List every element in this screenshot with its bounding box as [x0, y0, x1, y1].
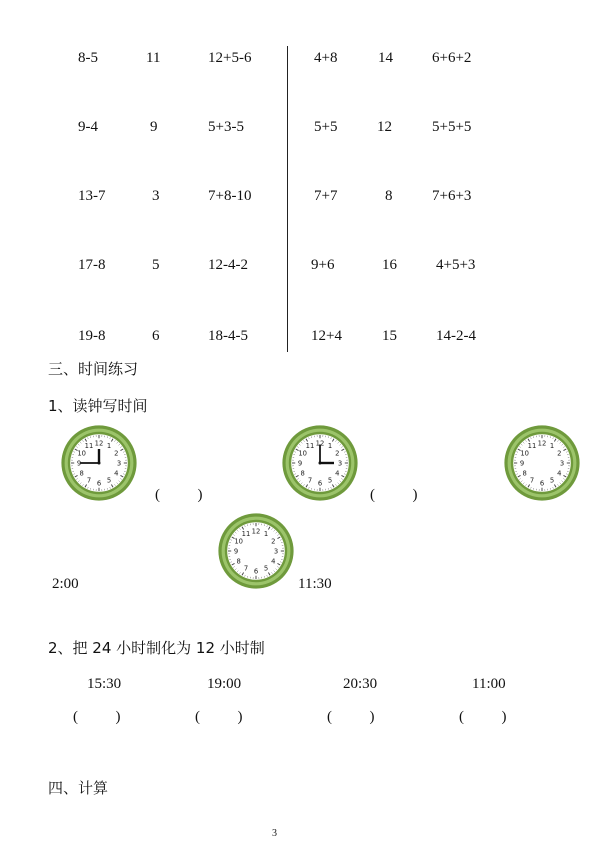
math-cell: 7+7	[314, 188, 338, 204]
section3-title: 三、时间练习	[48, 360, 139, 378]
clock-numeral: 10	[234, 537, 244, 546]
clock-numeral: 1	[263, 530, 269, 539]
clock-numeral: 10	[298, 449, 308, 458]
clock-svg	[278, 423, 362, 503]
clock-numeral: 7	[243, 564, 249, 573]
clock-numeral: 12	[537, 439, 547, 448]
clock-numeral: 9	[233, 547, 239, 556]
clock-numeral: 4	[271, 557, 276, 566]
math-cell: 12+4	[311, 328, 342, 344]
clock-numeral: 9	[297, 459, 303, 468]
clock-numeral: 2	[557, 449, 562, 458]
math-cell: 4+5+3	[436, 257, 476, 273]
math-cell: 12-4-2	[208, 257, 248, 273]
clock-numeral: 8	[236, 557, 241, 566]
clock-numeral: 2	[271, 537, 276, 546]
clock-numeral: 3	[116, 459, 122, 468]
clock-numeral: 12	[315, 439, 325, 448]
answer-blank[interactable]: ( )	[370, 487, 418, 503]
clock-numeral: 3	[273, 547, 279, 556]
table-divider	[287, 46, 288, 352]
math-cell: 3	[152, 188, 160, 204]
clock-numeral: 5	[263, 564, 269, 573]
clock-numeral: 11	[84, 442, 94, 451]
time-24h: 19:00	[207, 676, 242, 692]
math-cell: 14	[378, 50, 393, 66]
math-cell: 7+6+3	[432, 188, 472, 204]
q1-title: 1、读钟写时间	[48, 397, 148, 415]
clock-numeral: 7	[86, 476, 92, 485]
math-cell: 8-5	[78, 50, 98, 66]
clock-numeral: 8	[300, 469, 305, 478]
clock-numeral: 1	[106, 442, 112, 451]
clock-svg	[214, 511, 298, 591]
math-cell: 9-4	[78, 119, 98, 135]
clock-icon	[214, 511, 298, 591]
page-number: 3	[272, 828, 277, 839]
math-cell: 9	[150, 119, 158, 135]
math-cell: 19-8	[78, 328, 106, 344]
clock-numeral: 8	[522, 469, 527, 478]
clock-svg	[500, 423, 584, 503]
clock-numeral: 2	[335, 449, 340, 458]
clock-icon	[278, 423, 362, 503]
clock-numeral: 7	[529, 476, 535, 485]
answer-blank[interactable]: ( )	[195, 709, 243, 725]
math-cell: 5+5+5	[432, 119, 472, 135]
time-24h: 20:30	[343, 676, 378, 692]
math-cell: 15	[382, 328, 397, 344]
math-cell: 8	[385, 188, 393, 204]
clock-numeral: 6	[317, 479, 323, 488]
clock-numeral: 7	[307, 476, 313, 485]
clock-numeral: 1	[549, 442, 555, 451]
section4-title: 四、计算	[48, 779, 109, 797]
clock-numeral: 4	[557, 469, 562, 478]
clock-svg	[57, 423, 141, 503]
answer-blank[interactable]: ( )	[155, 487, 203, 503]
clock-numeral: 3	[559, 459, 565, 468]
clock-numeral: 11	[241, 530, 251, 539]
clock-numeral: 6	[253, 567, 259, 576]
time-24h: 15:30	[87, 676, 122, 692]
math-cell: 14-2-4	[436, 328, 476, 344]
clock-numeral: 5	[106, 476, 112, 485]
clock-numeral: 12	[94, 439, 104, 448]
math-cell: 4+8	[314, 50, 338, 66]
q2-title: 2、把 24 小时制化为 12 小时制	[48, 639, 265, 657]
clock-numeral: 9	[519, 459, 525, 468]
clock-numeral: 11	[527, 442, 537, 451]
clock-numeral: 5	[549, 476, 555, 485]
math-cell: 9+6	[311, 257, 335, 273]
math-cell: 5+3-5	[208, 119, 244, 135]
answer-blank[interactable]: ( )	[459, 709, 507, 725]
math-cell: 11	[146, 50, 161, 66]
clock-numeral: 10	[77, 449, 87, 458]
clock-numeral: 8	[79, 469, 84, 478]
clock-icon	[57, 423, 141, 503]
clock-numeral: 11	[305, 442, 315, 451]
clock-answer: 2:00	[52, 576, 79, 592]
clock-answer: 11:30	[298, 576, 332, 592]
clock-numeral: 6	[539, 479, 545, 488]
clock-numeral: 4	[335, 469, 340, 478]
math-cell: 5	[152, 257, 160, 273]
clock-numeral: 12	[251, 527, 261, 536]
clock-numeral: 1	[327, 442, 333, 451]
math-cell: 16	[382, 257, 397, 273]
clock-numeral: 4	[114, 469, 119, 478]
math-cell: 6	[152, 328, 160, 344]
math-cell: 13-7	[78, 188, 106, 204]
clock-numeral: 5	[327, 476, 333, 485]
math-cell: 12+5-6	[208, 50, 252, 66]
answer-blank[interactable]: ( )	[327, 709, 375, 725]
math-cell: 18-4-5	[208, 328, 248, 344]
clock-numeral: 2	[114, 449, 119, 458]
clock-numeral: 9	[76, 459, 82, 468]
clock-numeral: 6	[96, 479, 102, 488]
math-cell: 12	[377, 119, 392, 135]
clock-numeral: 10	[520, 449, 530, 458]
math-cell: 17-8	[78, 257, 106, 273]
clock-icon	[500, 423, 584, 503]
math-cell: 7+8-10	[208, 188, 252, 204]
time-24h: 11:00	[472, 676, 506, 692]
math-cell: 5+5	[314, 119, 338, 135]
math-cell: 6+6+2	[432, 50, 472, 66]
clock-numeral: 3	[337, 459, 343, 468]
answer-blank[interactable]: ( )	[73, 709, 121, 725]
